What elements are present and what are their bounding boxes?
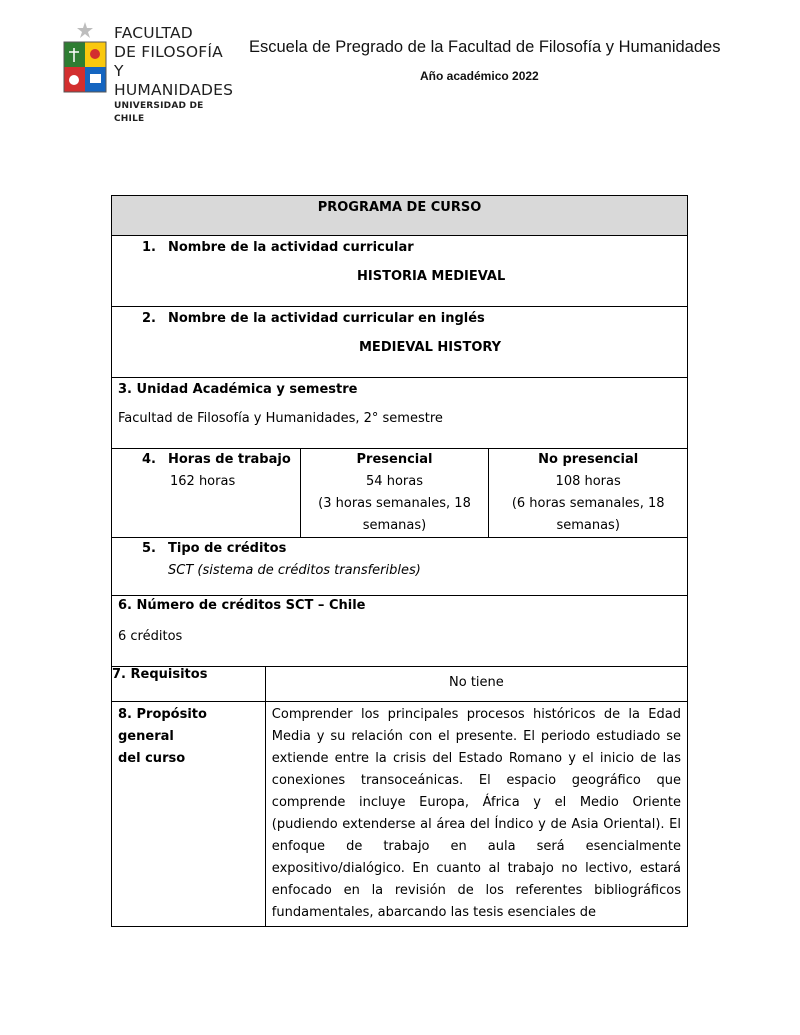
section-2-number: 2. [142, 311, 156, 326]
section-1-heading [112, 236, 687, 255]
total-hours: 162 horas [170, 474, 236, 489]
section-5-value: SCT (sistema de créditos transferibles) [168, 563, 421, 578]
presencial-label: Presencial [356, 452, 433, 467]
university-shield-icon [62, 20, 108, 96]
section-5-row [112, 538, 688, 596]
section-4-heading [112, 449, 300, 471]
logo-line-2: DE FILOSOFÍA [114, 43, 223, 61]
section-3-label: 3. Unidad Académica y semestre [118, 382, 358, 397]
section-3-row [112, 378, 688, 449]
no-presencial-detail-2: semanas) [556, 518, 620, 533]
section-6-value: 6 créditos [118, 629, 183, 644]
logo-line-3: Y HUMANIDADES [114, 62, 234, 99]
no-presencial-detail-1: (6 horas semanales, 18 [511, 496, 665, 511]
section-8-label-1: 8. Propósito general [118, 707, 207, 744]
section-4-label: Horas de trabajo [168, 452, 291, 467]
section-8-label-2: del curso [118, 751, 186, 766]
program-title-row [112, 196, 688, 236]
section-6-label: 6. Número de créditos SCT – Chile [118, 598, 366, 613]
section-7-value: No tiene [265, 667, 687, 702]
no-presencial-cell [489, 449, 688, 538]
section-1-number: 1. [142, 240, 156, 255]
section-1-row [112, 236, 688, 307]
logo-text [114, 24, 233, 126]
no-presencial-hours: 108 horas [555, 474, 621, 489]
logo-line-4: UNIVERSIDAD DE CHILE [114, 101, 204, 124]
section-8-label-cell [112, 702, 266, 927]
course-name-spanish: HISTORIA MEDIEVAL [357, 269, 506, 284]
section-1-label: Nombre de la actividad curricular [168, 240, 414, 255]
presencial-detail-2: semanas) [362, 518, 427, 533]
section-5-label: Tipo de créditos [168, 541, 287, 556]
course-program-table [111, 195, 688, 927]
section-2-row [112, 307, 688, 378]
section-3-value: Facultad de Filosofía y Humanidades, 2° semestre [118, 411, 443, 426]
presencial-cell [300, 449, 489, 538]
no-presencial-label: No presencial [538, 452, 639, 467]
section-7-label: 7. Requisitos [112, 667, 266, 702]
section-7-row [112, 667, 688, 702]
faculty-logo [62, 20, 234, 124]
section-2-label: Nombre de la actividad curricular en inglés [168, 311, 485, 326]
section-8-row [112, 702, 688, 927]
section-8-text: Comprender los principales procesos históricos de la Edad Media y su relación con el presente. El periodo estudiado se extiende entre la crisis del Estado Romano y el inicio de las conexiones transoceánicas. El espacio geográfico que comprende incluye Europa, África y el Medio Oriente (pudiendo extenderse al área del Índico y de Asia Oriental). El enfoque de trabajo en aula será esencialmente expositivo/dialógico. En cuanto al trabajo no lectivo, estará enfocado en la revisión de los referentes bibliográficos fundamentales, abarcando las tesis esenciales de [265, 702, 687, 927]
presencial-detail-1: (3 horas semanales, 18 [318, 496, 471, 511]
program-title: PROGRAMA DE CURSO [112, 196, 688, 236]
header-year: Año académico 2022 [420, 69, 539, 83]
section-5-number: 5. [142, 541, 156, 556]
presencial-hours: 54 horas [366, 474, 423, 489]
course-name-english: MEDIEVAL HISTORY [359, 340, 502, 355]
section-5-heading [112, 538, 687, 560]
section-4-row [112, 449, 688, 538]
logo-line-1: FACULTAD [114, 24, 193, 42]
header-title: Escuela de Pregrado de la Facultad de Filosofía y Humanidades [249, 38, 721, 56]
section-6-row [112, 596, 688, 667]
section-2-heading [112, 307, 687, 326]
section-4-number: 4. [142, 452, 156, 467]
